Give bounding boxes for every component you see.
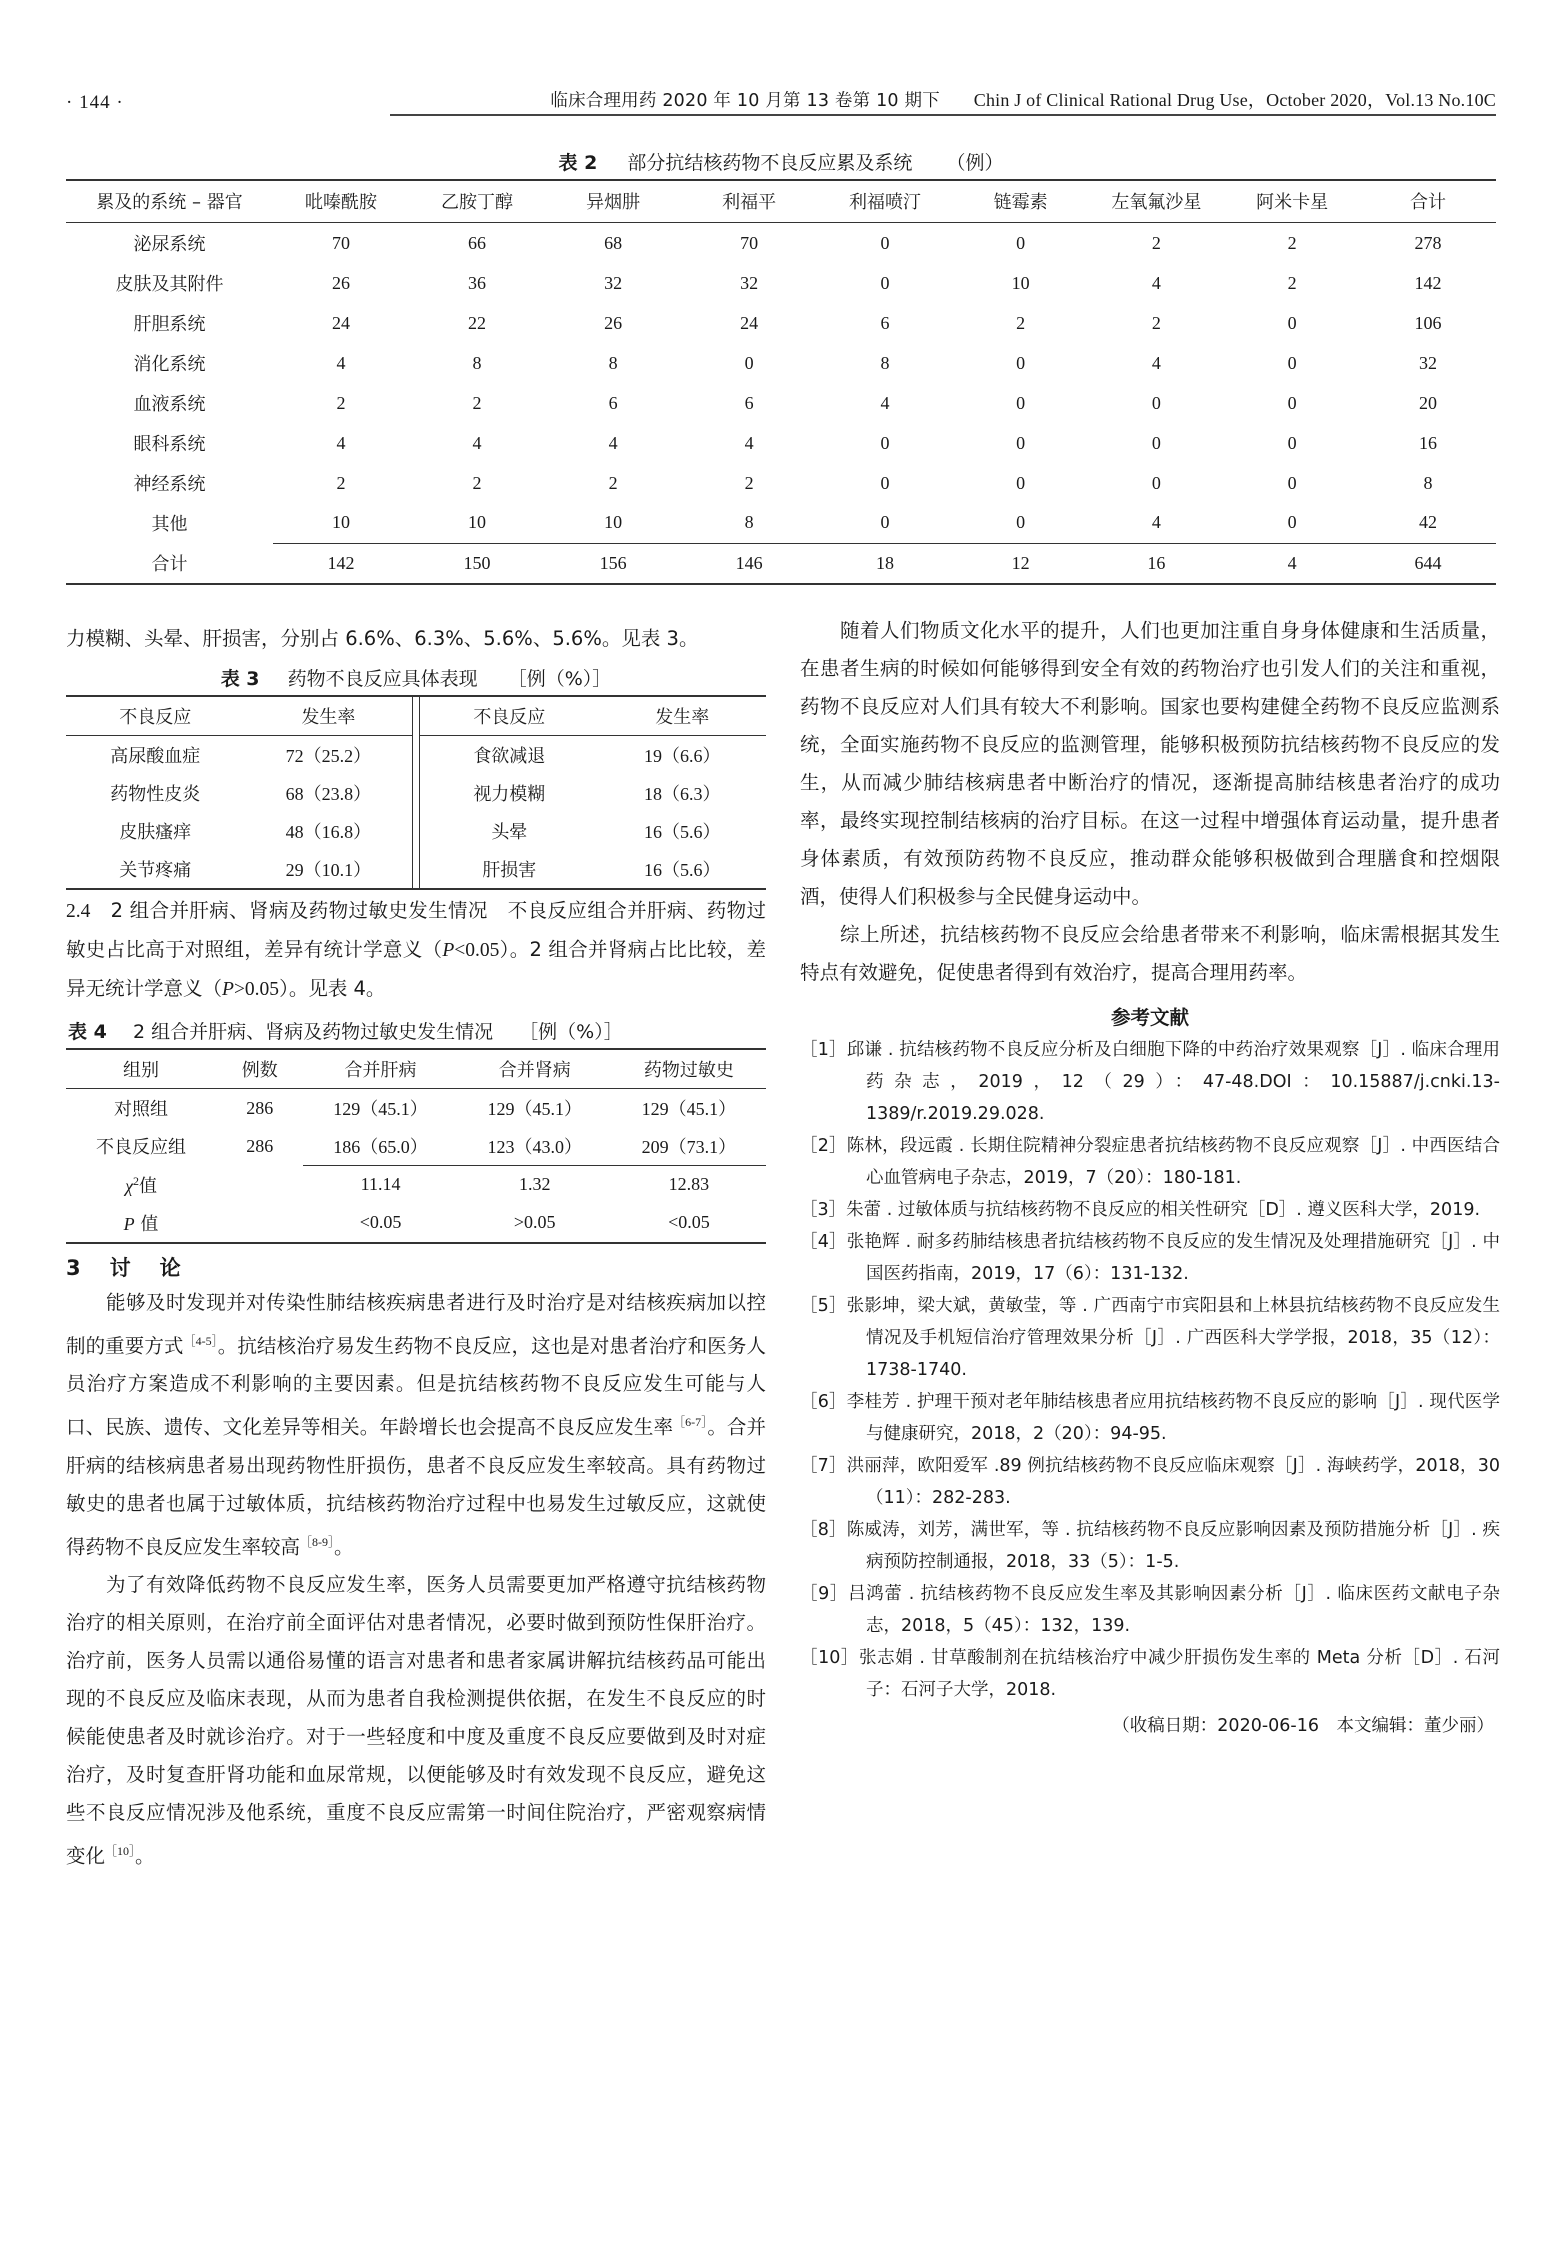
table2-col-3: 异烟肼 xyxy=(545,180,681,223)
table2-cell: 0 xyxy=(744,352,754,373)
table2-block xyxy=(66,148,1496,587)
table2-row xyxy=(66,503,1496,543)
references-list xyxy=(800,1034,1500,1706)
table2-cell: 6 xyxy=(880,312,890,333)
reference-item: ［8］陈威涛，刘芳，满世军，等 . 抗结核药物不良反应影响因素及预防措施分析［J］. 疾病预防控制通报，2018，33（5）：1-5. xyxy=(800,1520,1500,1572)
table3-cell-name: 食欲减退 xyxy=(420,736,599,775)
table2-cell: 2 xyxy=(472,472,482,493)
left-column xyxy=(66,620,766,1876)
table2-cell: 0 xyxy=(1287,512,1297,533)
table4-chisq-n xyxy=(216,1166,303,1204)
table2-cell: 36 xyxy=(468,272,487,293)
reference-item: ［3］朱蕾 . 过敏体质与抗结核药物不良反应的相关性研究［D］. 遵义医科大学，2019. xyxy=(800,1200,1481,1220)
reference-item: ［5］张影坤，梁大斌，黄敏莹，等 . 广西南宁市宾阳县和上林县抗结核药物不良反应发生情况及手机短信治疗管理效果分析［J］. 广西医科大学学报，2018，35（12）：1738-1740. xyxy=(800,1296,1500,1380)
table2-caption-label: 表 2 xyxy=(558,152,598,174)
running-head-en: Chin J of Clinical Rational Drug Use，October 2020，Vol.13 No.10C xyxy=(973,90,1496,110)
running-head-cn: 临床合理用药 2020 年 10 月第 13 卷第 10 期下 xyxy=(550,91,940,111)
table2-cell: 20 xyxy=(1418,392,1437,413)
table3-block xyxy=(66,664,766,892)
table4-col-4: 药物过敏史 xyxy=(612,1049,766,1089)
table4-cell-liver: 186（65.0） xyxy=(333,1137,428,1157)
references-heading: 参考文献 xyxy=(1110,1006,1189,1029)
table3-col-3: 发生率 xyxy=(599,696,766,736)
table2-cell: 4 xyxy=(1151,512,1161,533)
table4-bottom-rule xyxy=(66,1243,766,1246)
table2-caption-title: 部分抗结核药物不良反应累及系统 xyxy=(627,152,913,174)
table2-cell: 24 xyxy=(740,312,759,333)
reference-item: ［7］洪丽萍，欧阳爱军 .89 例抗结核药物不良反应临床观察［J］. 海峡药学，2018，30（11）：282-283. xyxy=(800,1456,1500,1508)
table4-row xyxy=(66,1127,766,1166)
table2-row-label: 皮肤及其附件 xyxy=(115,274,224,295)
table3-row xyxy=(66,812,766,850)
table2-row-label: 其他 xyxy=(151,514,188,535)
table2-total-cell: 142 xyxy=(273,543,409,584)
table2-cell: 0 xyxy=(1016,392,1026,413)
table2-bottom-rule xyxy=(66,584,1496,587)
table2-total-cell: 150 xyxy=(409,543,545,584)
table3-cell-rate: 16（5.6） xyxy=(644,822,721,842)
table2-cell: 0 xyxy=(880,472,890,493)
page-folio: · 144 · xyxy=(66,92,124,113)
table2-cell: 10 xyxy=(604,512,623,533)
table2-cell: 0 xyxy=(1287,472,1297,493)
table4-cell-kidney: 123（43.0） xyxy=(487,1137,582,1157)
table2-cell: 0 xyxy=(1151,432,1161,453)
table3-divider xyxy=(413,812,420,850)
right-body-paragraph-1: 随着人们物质文化水平的提升，人们也更加注重自身身体健康和生活质量，在患者生病的时候如何能够得到安全有效的药物治疗也引发人们的关注和重视，药物不良反应对人们具有较大不利影响。国家也要构建健全药物不良反应监测系统，全面实施药物不良反应的监测管理，能够积极预防抗结核药物不良反应的发生，从而减少肺结核病患者中断治疗的情况，逐渐提高肺结核患者治疗的成功率，最终实现控制结核病的治疗目标。在这一过程中增强体育运动量，提升患者身体素质，有效预防药物不良反应，推动群众能够积极做到合理膳食和控烟限酒，使得人们积极参与全民健身运动中。 xyxy=(800,619,1500,908)
reference-item: ［9］吕鸿蕾 . 抗结核药物不良反应发生率及其影响因素分析［J］. 临床医药文献电子杂志，2018，5（45）：132，139. xyxy=(800,1584,1500,1636)
table2 xyxy=(66,179,1496,587)
table2-col-7: 左氧氟沙星 xyxy=(1089,180,1225,223)
table2-cell: 2 xyxy=(744,472,754,493)
section-3-heading: 3 讨 论 xyxy=(66,1255,185,1280)
table2-cell: 0 xyxy=(880,512,890,533)
table2-cell: 2 xyxy=(1151,312,1161,333)
table2-col-0: 累及的系统 – 器官 xyxy=(66,180,273,223)
table3-divider xyxy=(413,696,420,736)
table2-cell: 2 xyxy=(336,472,346,493)
table2-cell: 0 xyxy=(1287,432,1297,453)
table2-row-label: 消化系统 xyxy=(133,354,206,375)
table4-cell-group: 对照组 xyxy=(66,1089,216,1128)
table2-total-cell: 146 xyxy=(681,543,817,584)
table4-row xyxy=(66,1089,766,1128)
table2-cell: 8 xyxy=(744,512,754,533)
table3-header-row xyxy=(66,696,766,736)
table3-cell-name: 肝损害 xyxy=(482,860,537,881)
table4-chisq-kidney: 1.32 xyxy=(458,1166,612,1204)
table2-cell: 2 xyxy=(608,472,618,493)
table4-cell-allergy: 129（45.1） xyxy=(612,1089,766,1128)
table4-col-0: 组别 xyxy=(66,1049,216,1089)
table2-row xyxy=(66,343,1496,383)
table2-cell: 0 xyxy=(880,272,890,293)
table3-cell-rate: 29（10.1） xyxy=(285,860,372,880)
table2-cell: 10 xyxy=(468,512,487,533)
table2-cell: 8 xyxy=(608,352,618,373)
table4 xyxy=(66,1048,766,1246)
table2-cell: 2 xyxy=(1016,312,1026,333)
table2-total-cell: 4 xyxy=(1224,543,1360,584)
table4-pvalue-liver: <0.05 xyxy=(359,1212,402,1232)
left-intro-paragraph: 力模糊、头晕、肝损害，分别占 6.6%、6.3%、5.6%、5.6%。见表 3。 xyxy=(66,627,699,650)
table2-cell: 4 xyxy=(1151,272,1161,293)
table3-row xyxy=(66,736,766,775)
table2-cell: 2 xyxy=(1287,272,1297,293)
table2-cell: 2 xyxy=(1089,223,1225,264)
table2-header-row xyxy=(66,180,1496,223)
table3-cell-name: 关节疼痛 xyxy=(119,860,192,881)
table2-col-8: 阿米卡星 xyxy=(1224,180,1360,223)
table2-cell: 0 xyxy=(817,223,953,264)
table2-total-cell: 156 xyxy=(545,543,681,584)
table2-cell: 0 xyxy=(1016,352,1026,373)
table4-cell-kidney: 129（45.1） xyxy=(458,1089,612,1128)
table4-pvalue-label: P 值 xyxy=(123,1213,159,1235)
table2-cell: 142 xyxy=(1414,272,1442,293)
section-2-4-paragraph: 2.4 2 组合并肝病、肾病及药物过敏史发生情况 不良反应组合并肝病、药物过敏史占比高于对照组，差异有统计学意义（P<0.05）。2 组合并肾病占比比较，差异无统计学意义（P>0.05）。见表 4。 xyxy=(66,899,766,1000)
reference-item: ［1］邱谦 . 抗结核药物不良反应分析及白细胞下降的中药治疗效果观察［J］. 临床合理用药杂志，2019，12（29）：47-48.DOI：10.15887/j.cnki.13-1389/r.2019.29.028. xyxy=(800,1040,1500,1124)
table3-col-0: 不良反应 xyxy=(66,696,245,736)
table2-cell: 0 xyxy=(1016,512,1026,533)
table2-total-label: 合计 xyxy=(151,554,188,575)
reference-item: ［6］李桂芳 . 护理干预对老年肺结核患者应用抗结核药物不良反应的影响［J］. 现代医学与健康研究，2018，2（20）：94-95. xyxy=(800,1392,1500,1444)
table4-caption-label: 表 4 xyxy=(68,1021,107,1043)
table2-caption xyxy=(66,148,1496,175)
table2-row xyxy=(66,303,1496,343)
table2-col-2: 乙胺丁醇 xyxy=(409,180,545,223)
table4-caption-title: 2 组合并肝病、肾病及药物过敏史发生情况 xyxy=(132,1021,494,1043)
table3-row xyxy=(66,774,766,812)
table2-cell: 70 xyxy=(273,223,409,264)
table3-divider xyxy=(413,850,420,889)
table3-cell-name: 头晕 xyxy=(491,822,528,843)
table2-col-1: 吡嗪酰胺 xyxy=(273,180,409,223)
table2-cell: 16 xyxy=(1418,432,1437,453)
table2-cell: 32 xyxy=(1418,352,1437,373)
table4-body xyxy=(66,1089,766,1246)
table2-cell: 8 xyxy=(1423,472,1433,493)
table3-cell-name: 皮肤瘙痒 xyxy=(119,822,192,843)
table2-cell: 32 xyxy=(740,272,759,293)
table4-caption xyxy=(66,1017,766,1044)
table4-chisq-row xyxy=(66,1166,766,1204)
table2-total-row xyxy=(66,543,1496,584)
table2-row xyxy=(66,383,1496,423)
table2-total-cell: 12 xyxy=(953,543,1089,584)
rule xyxy=(66,1243,766,1246)
table2-col-9: 合计 xyxy=(1360,180,1496,223)
reference-item: ［10］张志娟 . 甘草酸制剂在抗结核治疗中减少肝损伤发生率的 Meta 分析［D］. 石河子：石河子大学，2018. xyxy=(800,1648,1500,1700)
table2-col-6: 链霉素 xyxy=(953,180,1089,223)
table2-cell: 106 xyxy=(1414,312,1442,333)
table4-cell-group: 不良反应组 xyxy=(96,1137,187,1159)
table2-cell: 2 xyxy=(472,392,482,413)
table4-cell-liver: 129（45.1） xyxy=(303,1089,457,1128)
table2-cell: 6 xyxy=(744,392,754,413)
table2-cell: 0 xyxy=(1287,352,1297,373)
table4-chisq-liver: 11.14 xyxy=(303,1166,457,1204)
table2-caption-unit: （例） xyxy=(946,152,1004,174)
table3-caption-label: 表 3 xyxy=(220,668,260,690)
table3-cell-rate: 48（16.8） xyxy=(285,822,372,842)
left-body-paragraph-2: 为了有效降低药物不良反应发生率，医务人员需要更加严格遵守抗结核药物治疗的相关原则，在治疗前全面评估对患者情况，必要时做到预防性保肝治疗。治疗前，医务人员需以通俗易懂的语言对患者和患者家属讲解抗结核药品可能出现的不良反应及临床表现，从而为患者自我检测提供依据，在发生不良反应的时候能使患者及时就诊治疗。对于一些轻度和中度及重度不良反应要做到及时对症治疗，及时复查肝肾功能和血尿常规，以便能够及时有效发现不良反应，避免这些不良反应情况涉及他系统，重度不良反应需第一时间住院治疗，严密观察病情变化$^{[10]}$。 xyxy=(66,1573,766,1868)
table4-chisq-label: $\chi^2$值 xyxy=(125,1173,157,1197)
table2-cell: 0 xyxy=(1016,432,1026,453)
table4-cell-n: 286 xyxy=(246,1135,274,1156)
table2-col-5: 利福喷汀 xyxy=(817,180,953,223)
table3-cell-rate: 72（25.2） xyxy=(245,736,413,775)
table2-cell: 4 xyxy=(608,432,618,453)
table4-pvalue-allergy: <0.05 xyxy=(668,1212,710,1232)
table2-row-label: 眼科系统 xyxy=(133,434,206,455)
table2-cell: 0 xyxy=(880,432,890,453)
table2-cell: 0 xyxy=(1287,392,1297,413)
table3 xyxy=(66,695,766,892)
table2-row xyxy=(66,423,1496,463)
table2-cell: 2 xyxy=(1224,223,1360,264)
table2-cell: 4 xyxy=(1151,352,1161,373)
table2-cell: 2 xyxy=(336,392,346,413)
table2-cell: 8 xyxy=(880,352,890,373)
table2-cell: 68 xyxy=(545,223,681,264)
table4-cell-allergy: 209（73.1） xyxy=(641,1137,737,1157)
table2-cell: 26 xyxy=(604,312,623,333)
table4-caption-unit: ［例（%）］ xyxy=(519,1021,623,1043)
table2-row xyxy=(66,463,1496,503)
table3-cell-name: 药物性皮炎 xyxy=(110,784,201,805)
table3-row xyxy=(66,850,766,889)
right-column xyxy=(800,612,1500,1742)
table3-cell-rate: 18（6.3） xyxy=(644,784,721,804)
table2-total-cell: 16 xyxy=(1089,543,1225,584)
table4-block xyxy=(66,1017,766,1246)
table2-cell: 4 xyxy=(472,432,482,453)
table3-cell-rate: 16（5.6） xyxy=(644,860,721,880)
table2-cell: 4 xyxy=(336,352,346,373)
right-body-paragraph-2: 综上所述，抗结核药物不良反应会给患者带来不利影响，临床需根据其发生特点有效避免，促使患者得到有效治疗，提高合理用药率。 xyxy=(800,923,1500,984)
table2-total-cell: 644 xyxy=(1360,543,1496,584)
table2-row xyxy=(66,223,1496,264)
table3-col-2: 不良反应 xyxy=(420,696,599,736)
table4-cell-n: 286 xyxy=(216,1089,303,1128)
table2-cell: 4 xyxy=(880,392,890,413)
table2-row-label: 血液系统 xyxy=(133,394,206,415)
table4-col-3: 合并肾病 xyxy=(458,1049,612,1089)
table3-body xyxy=(66,736,766,893)
table2-cell: 0 xyxy=(953,223,1089,264)
table3-cell-rate: 68（23.8） xyxy=(285,784,372,804)
running-head-rule xyxy=(390,114,1496,116)
table2-cell: 4 xyxy=(336,432,346,453)
table2-cell: 24 xyxy=(332,312,351,333)
table2-cell: 0 xyxy=(1016,472,1026,493)
table2-cell: 8 xyxy=(472,352,482,373)
table4-chisq-allergy: 12.83 xyxy=(612,1166,766,1204)
table3-divider xyxy=(413,774,420,812)
table2-cell: 42 xyxy=(1418,512,1437,533)
table2-row-label: 肝胆系统 xyxy=(133,314,206,335)
table2-cell: 278 xyxy=(1360,223,1496,264)
reference-item: ［2］陈林，段远霞 . 长期住院精神分裂症患者抗结核药物不良反应观察［J］. 中西医结合心血管病电子杂志，2019，7（20）：180-181. xyxy=(800,1136,1500,1188)
table2-row xyxy=(66,263,1496,303)
table3-col-1: 发生率 xyxy=(245,696,413,736)
table2-cell: 0 xyxy=(1151,392,1161,413)
table2-cell: 32 xyxy=(604,272,623,293)
table2-row-label: 神经系统 xyxy=(133,474,206,495)
table3-cell-name: 高尿酸血症 xyxy=(66,736,245,775)
table2-cell: 70 xyxy=(681,223,817,264)
table4-pvalue-row xyxy=(66,1204,766,1243)
table4-pvalue-n xyxy=(216,1204,303,1243)
table3-cell-name: 视力模糊 xyxy=(473,784,546,805)
table4-col-2: 合并肝病 xyxy=(303,1049,457,1089)
table3-caption-title: 药物不良反应具体表现 xyxy=(287,668,478,690)
table3-cell-rate: 19（6.6） xyxy=(599,736,766,775)
table3-divider xyxy=(413,736,420,775)
table4-header-row xyxy=(66,1049,766,1089)
left-body-paragraph-1: 能够及时发现并对传染性肺结核疾病患者进行及时治疗是对结核疾病加以控制的重要方式$^{[4-5]}$。抗结核治疗易发生药物不良反应，这也是对患者治疗和医务人员治疗方案造成不利影响的主要因素。但是抗结核药物不良反应发生可能与人口、民族、遗传、文化差异等相关。年龄增长也会提高不良反应发生率$^{[6-7]}$。合并肝病的结核病患者易出现药物性肝损伤，患者不良反应发生率较高。具有药物过敏史的患者也属于过敏体质，抗结核药物治疗过程中也易发生过敏反应，这就使得药物不良反应发生率较高$^{[8-9]}$。 xyxy=(66,1290,766,1558)
table2-cell: 4 xyxy=(744,432,754,453)
table2-cell: 0 xyxy=(1287,312,1297,333)
table2-cell: 0 xyxy=(1151,472,1161,493)
table2-cell: 26 xyxy=(332,272,351,293)
rule xyxy=(66,584,1496,587)
running-head-title xyxy=(366,86,1496,114)
table2-total-cell: 18 xyxy=(817,543,953,584)
table2-cell: 10 xyxy=(332,512,351,533)
table3-caption-unit: ［例（%）］ xyxy=(507,668,612,690)
running-head xyxy=(66,80,1496,114)
table2-cell: 22 xyxy=(468,312,487,333)
table4-pvalue-kidney: >0.05 xyxy=(513,1212,556,1232)
received-date-line: （收稿日期：2020-06-16 本文编辑：董少丽） xyxy=(1112,1716,1494,1736)
table2-cell: 10 xyxy=(1011,272,1030,293)
reference-item: ［4］张艳辉 . 耐多药肺结核患者抗结核药物不良反应的发生情况及处理措施研究［J］. 中国医药指南，2019，17（6）：131-132. xyxy=(800,1232,1500,1284)
table2-cell: 66 xyxy=(409,223,545,264)
table4-col-1: 例数 xyxy=(216,1049,303,1089)
table2-row-label: 泌尿系统 xyxy=(66,223,273,264)
table2-col-4: 利福平 xyxy=(681,180,817,223)
table2-cell: 6 xyxy=(608,392,618,413)
table2-body xyxy=(66,223,1496,588)
table3-caption xyxy=(66,664,766,691)
